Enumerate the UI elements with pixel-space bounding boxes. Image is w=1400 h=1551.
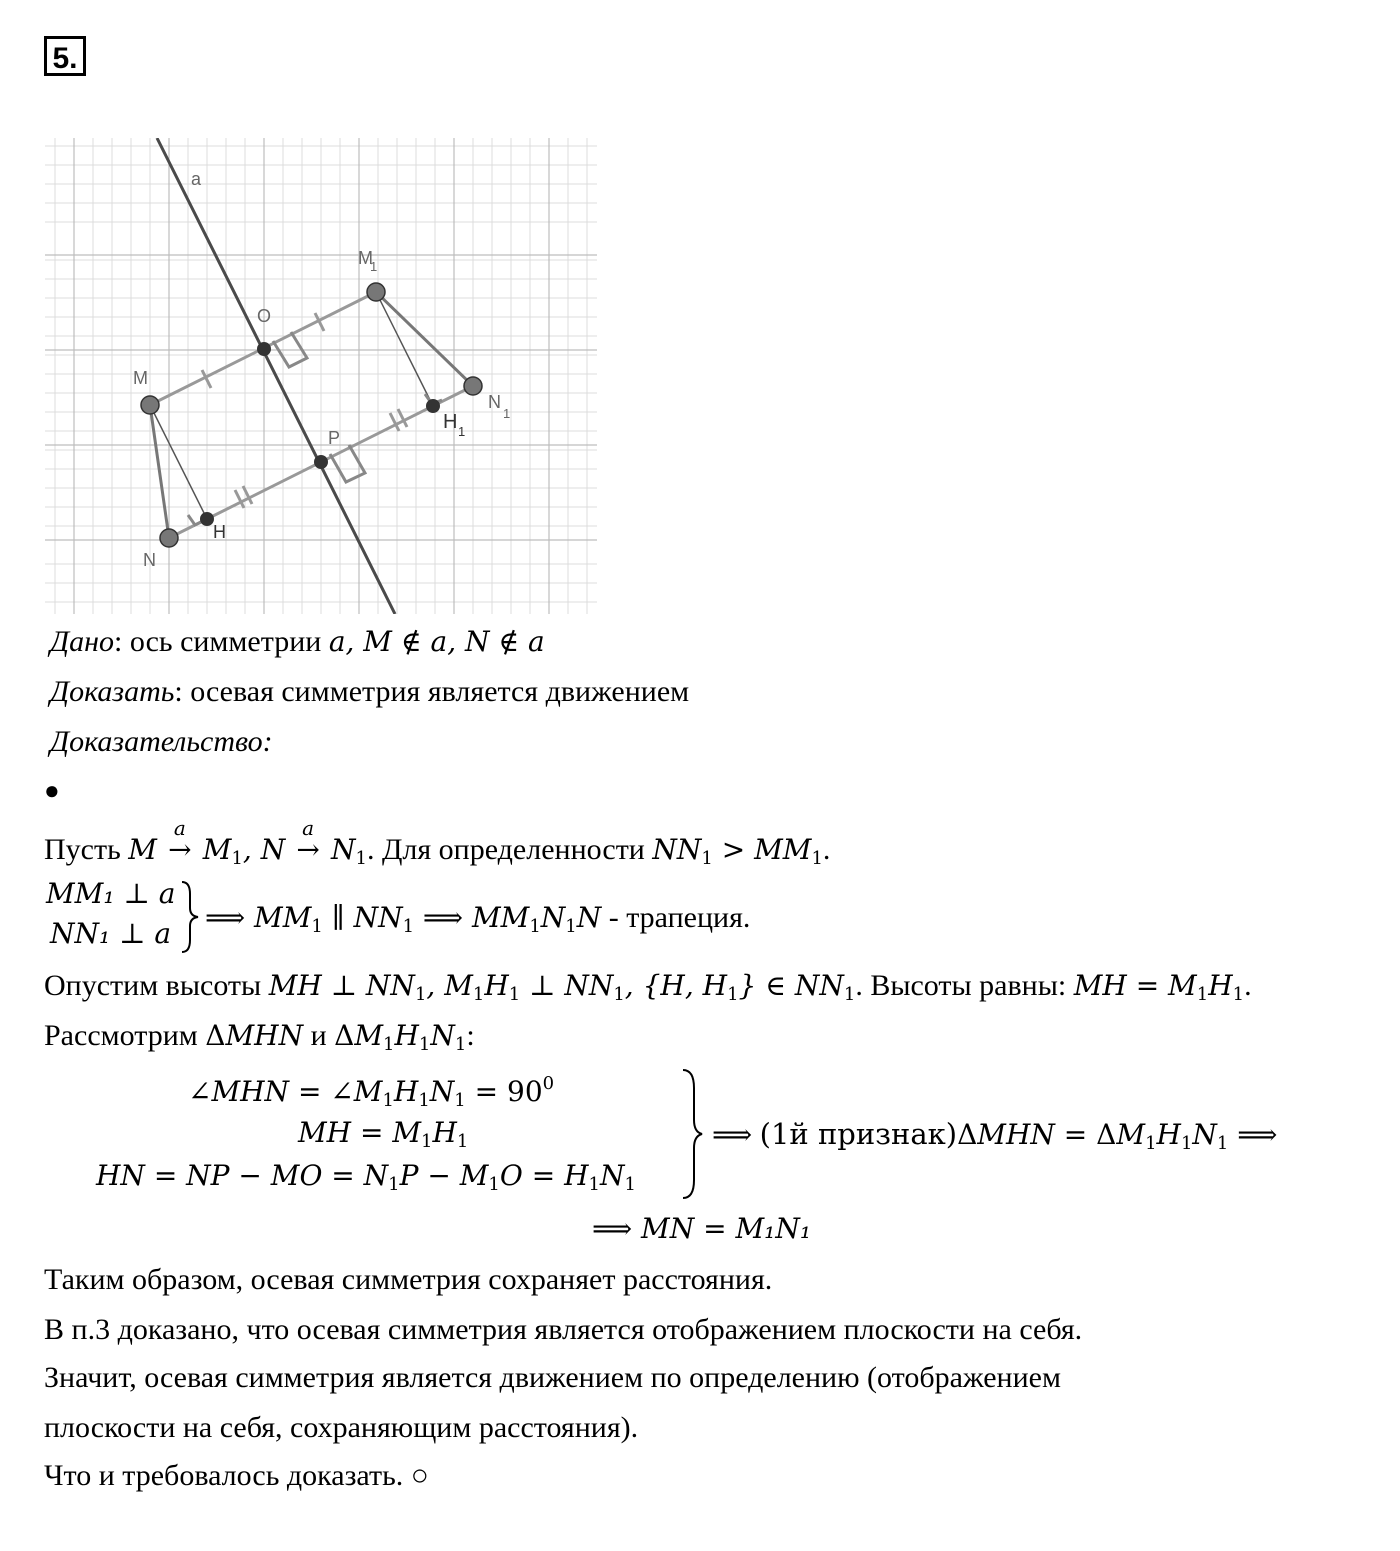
conclusion-line-1: Таким образом, осевая симметрия сохраняет расстояния. (44, 1263, 773, 1296)
label-M: M (133, 368, 148, 388)
point-M1 (367, 283, 385, 301)
svg-text:1: 1 (503, 406, 511, 421)
system1-row1: MM₁ ⊥ a (46, 877, 176, 910)
conclusion-line-5: Что и требовалось доказать. ○ (44, 1459, 429, 1492)
label-M1: M (358, 248, 373, 268)
point-H1 (426, 399, 440, 413)
conclusion-line-2: В п.3 доказано, что осевая симметрия является отображением плоскости на себя. (44, 1313, 1083, 1346)
system2-row3: HN = NP − MO = $N_1P - M_1O = H_1N_1$ (96, 1159, 636, 1195)
label-N1: N (488, 392, 501, 412)
given-text: : ось симметрии (113, 625, 329, 658)
point-O (257, 342, 271, 356)
given-label: Дано (50, 625, 114, 658)
conclusion-line-3: Значит, осевая симметрия является движением по определению (отображением (44, 1361, 1061, 1394)
grid (45, 138, 597, 614)
line-heights: Опустим высоты MH ⊥ $NN_1$, $M_1H_1$ ⊥ $NN_1$, {H, $H_1$} ∈ $NN_1$. Высоты равны: MH = $M_1H_1$. (44, 969, 1252, 1005)
given-line (50, 624, 545, 660)
line-let: Пусть M a → $M_1$, N a → $N_1$. Для определенности $NN_1 > MM_1$. (44, 816, 831, 869)
system2-row2: MH = $M_1H_1$ (298, 1116, 469, 1152)
label-N: N (143, 550, 156, 570)
system2-row1: ∠MHN = $\angle M_1H_1N_1 = 90^0$ (188, 1073, 555, 1111)
altitude-M1H1 (376, 292, 433, 406)
svg-text:1: 1 (370, 259, 378, 274)
line-consider: Рассмотрим ΔMHN и $\Delta M_1H_1N_1$: (44, 1019, 475, 1055)
label-O: O (257, 306, 272, 326)
problem-number: 5. (44, 36, 86, 76)
prove-label: Доказать (50, 675, 175, 708)
point-M (141, 396, 159, 414)
prove-text: : осевая симметрия является движением (174, 675, 690, 708)
point-P (314, 455, 328, 469)
label-P: P (328, 428, 341, 448)
label-a: a (191, 169, 202, 189)
point-N (160, 529, 178, 547)
geometry-figure (45, 138, 597, 614)
system1-result: ⟹ $MM_1$ ∥ $NN_1$ ⟹ $MM_1N_1N$ - трапеция. (205, 901, 751, 937)
system2-result: ⟹ (1й признак)ΔMHN = $\Delta M_1H_1N_1$ ⟹ (712, 1117, 1278, 1154)
system2-final: ⟹ MN = M₁N₁ (592, 1212, 812, 1245)
system2-brace (680, 1068, 704, 1200)
bullet: ● (44, 776, 60, 805)
system1-brace (180, 880, 200, 954)
segment-M1N1 (376, 292, 473, 386)
svg-text:1: 1 (458, 424, 466, 439)
label-H1: H (443, 411, 458, 433)
proof-label: Доказательство: (50, 725, 273, 758)
point-N1 (464, 377, 482, 395)
given-math: a, M ∉ a, N ∉ a (328, 625, 545, 658)
conclusion-line-4: плоскости на себя, сохраняющим расстояния). (44, 1411, 639, 1444)
label-H: H (213, 522, 226, 542)
point-H (200, 512, 214, 526)
prove-line (50, 674, 689, 710)
system1-row2: NN₁ ⊥ a (50, 917, 172, 950)
